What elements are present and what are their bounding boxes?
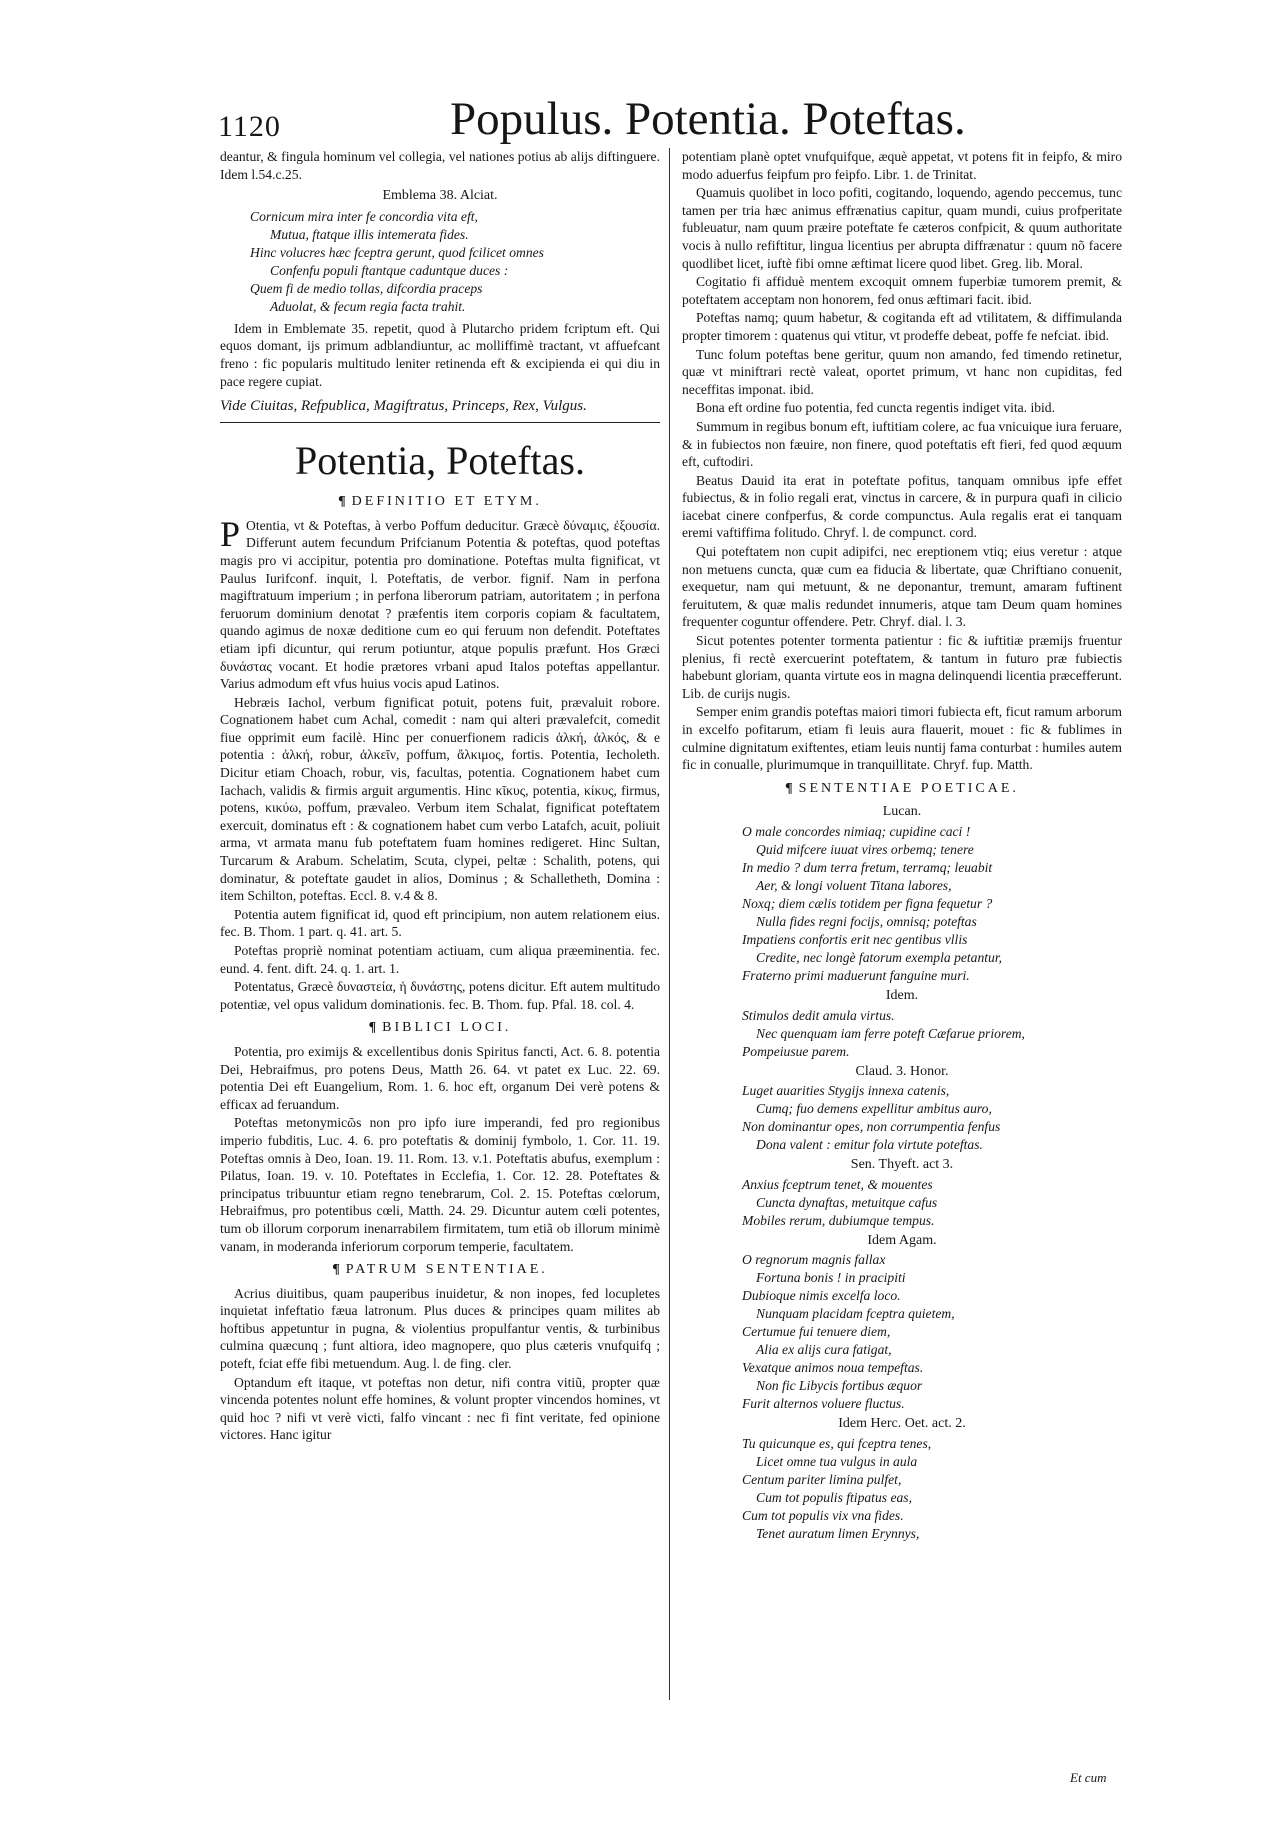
- paragraph: Idem in Emblemate 35. repetit, quod à Plutarcho pridem fcriptum eft. Qui equos domant, ijs primum adblandiuntur, ac molliffimè tractant, vt affuefcant freno : fic popularis multitudo leniter retinenda eft & excipienda ei qui diu in pace regere cupiat.: [220, 320, 660, 389]
- verse-line: O regnorum magnis fallax: [742, 1252, 886, 1268]
- page-number: 1120: [218, 110, 281, 143]
- column-divider: [669, 148, 670, 1700]
- verse-line: Luget auarities Stygijs innexa catenis,: [742, 1083, 950, 1099]
- verse-block: [682, 1435, 1122, 1543]
- poet-name: Idem Herc. Oet. act. 2.: [838, 1416, 966, 1432]
- verse-line: Tenet auratum limen Erynnys,: [756, 1525, 920, 1541]
- page-header: [218, 92, 966, 152]
- verse-line: Cornicum mira inter fe concordia vita eft,: [250, 208, 478, 224]
- running-title: Populus. Potentia. Poteftas.: [450, 93, 966, 145]
- subheading-poeticae: [682, 780, 1122, 798]
- paragraph: Cogitatio fi affiduè mentem excoquit omnem fuperbiæ tumorem premit, & poteftatem acceptam non honorem, fed onus æftimari facit. ibid.: [682, 274, 1122, 307]
- paragraph: Summum in regibus bonum eft, iuftitiam colere, ac fua vnicuique iura feruare, & in fubiectos non fæuire, non finere, quod poteftatis eft fieri, fed quod æquum eft, cuftodiri.: [682, 418, 1122, 470]
- verse-line: Fortuna bonis ! in pracipiti: [756, 1270, 906, 1286]
- verse-block: [220, 208, 660, 316]
- verse-line: Vexatque animos noua tempeftas.: [742, 1360, 924, 1376]
- verse-line: Centum pariter limina pulfet,: [742, 1471, 902, 1487]
- poet-name: Claud. 3. Honor.: [855, 1063, 949, 1079]
- paragraph: Poteftas metonymicῶs non pro ipfo iure imperandi, fed pro regionibus imperio fubditis, Luc. 4. 6. pro poteftatis & dominij fymbolo, 1. Cor. 11. 19. Poteftas omnis à Deo, Ioan. 19. 11. Rom. 13. v.1. Poteftatis abufus, exemplum : Pilatus, Ioan. 19. v. 10. Poteftates in Ecclefia, 1. Cor. 12. 28. Poteftates & principatus tribuuntur etiam regno tenebrarum, Col. 2. 15. Poteftas cœlorum, Hebraifmus, pro potentibus cœli, Matth. 24. 29. Dicuntur autem cœli potentes, tum ob illorum corporum inenarrabilem firmitatem, tum etiã ob illorum minimè vanam, in moderanda inferiorum corporum temperie, facultatem.: [220, 1115, 660, 1254]
- verse-line: In medio ? dum terra fretum, terramq; leuabit: [742, 859, 993, 875]
- paragraph: potentiam planè optet vnufquifque, æquè appetat, vt potens fit in feipfo, & miro modo aduerfus feipfum pro feipfo. Libr. 1. de Trinitat.: [682, 149, 1122, 182]
- left-column: [220, 148, 660, 1818]
- verse-line: Mobiles rerum, dubiumque tempus.: [742, 1212, 935, 1228]
- verse-line: Quem fi de medio tollas, difcordia praceps: [250, 280, 483, 296]
- paragraph: Quamuis quolibet in loco pofiti, cogitando, loquendo, agendo peccemus, tunc tamen per tria hæc animus effrænatius capitur, quam mundi, cuius profperitate fubleuatur, nam quum præire poteftate fe cæteros confpicit, & quum authoritate vocis à nullo refiftitur, lingua licentius per abrupta diffrænatur : quum nõ facere quodlibet licet, iuftè fibi omne æftimat licere quod libet. Greg. lib. Moral.: [682, 185, 1122, 271]
- verse-line: Non fic Libycis fortibus æquor: [756, 1378, 923, 1394]
- verse-line: Confenfu populi ftantque caduntque duces :: [270, 262, 509, 278]
- paragraph: Potentia, pro eximijs & excellentibus donis Spiritus fancti, Act. 6. 8. potentia Dei, Hebraifmus, pro potens Deus, Matth 26. 64. vt patet ex Luc. 22. 69. potentia Dei eft Euangelium, Rom. 1. 6. hoc eft, organum Dei verè potens & efficax ad feruandum.: [220, 1043, 660, 1112]
- paragraph: Tunc folum poteftas bene geritur, quum non amando, fed timendo retinetur, quæ vt miniftrari rectè valeat, oportet primum, vt hanc non cupiditas, fed neceffitas imponat. ibid.: [682, 346, 1122, 397]
- paragraph: Poteftas namq; quum habetur, & cogitanda eft ad vtilitatem, & diffimulanda propter timorem : quatenus qui vtitur, vt prodeffe debeat, poffe fe nefciat. ibid.: [682, 310, 1122, 343]
- verse-line: Stimulos dedit amula virtus.: [742, 1007, 895, 1023]
- verse-line: Alia ex alijs cura fatigat,: [756, 1342, 892, 1358]
- subheading-text: BIBLICI LOCI.: [382, 1020, 512, 1036]
- right-column: [682, 148, 1122, 1818]
- paragraph: Hebræis Iachol, verbum fignificat potuit, potens fuit, prævaluit robore. Cognationem habet cum Achal, comedit : nam qui alteri prævalefcit, comedit fiue opprimit eum facilè. Hinc per conuerfionem radicis ἀλκή, ἀλκός, & e potentia : ἀλκή, robur, ἀλκεῖν, poffum, ἄλκιμος, fortis. Potentia, Iecholeth. Dicitur etiam Choach, robur, vis, facultas, potentia. Cognationem habet cum Iachach, validis & firmis arguit argumentis. Hinc κῖκυς, potentia, κίκυς, firmus, potens, κικύω, poffum, prævaleo. Verbum item Schalat, fignificat poteftatem exercuit, dominatus eft : & cognationem habet cum verbo Latafch, acuit, poliuit arma, vt armata manu fub poteftatem fuam homines redigeret. Hinc Sultan, Turcarum & Arabum. Schelatim, Scuta, clypei, peltæ : Schalith, potens, qui dominatur, & poteftate gaudet in alios, Dominus ; & Schalletheth, Domina : item Schilton, poteftas. Eccl. 8. v.4 & 8.: [220, 694, 660, 904]
- paragraph: Semper enim grandis poteftas maiori timori fubiecta eft, ficut ramum arborum in excelfo pofitarum, etiam fi leuis aura flauerit, mouet : fic & fublimes in culmine dignitatum exiftentes, etiam leuis nuntij fama conturbat : humiles autem fic in conualle, plurimumque in tranquillitate. Chryf. fup. Matth.: [682, 704, 1122, 773]
- verse-line: Cum tot populis ftipatus eas,: [756, 1489, 912, 1505]
- verse-line: Nunquam placidam fceptra quietem,: [756, 1306, 955, 1322]
- poet-name: Sen. Thyeft. act 3.: [850, 1157, 954, 1173]
- verse-block: [682, 1176, 1122, 1230]
- paragraph-text: Otentia, vt & Poteftas, à verbo Poffum deducitur. Græcè δύναμις, ἐξουσία. Differunt autem fecundum Prifcianum Potentia & poteftas, quod poteftas magis pro vi accipitur, potentia pro dominatione. Poteftas multa fignificat, vt Paulus Iurifconf. inquit, l. Poteftatis, de verbor. fignif. Nam in perfona magiftratuum imperium ; in perfona liberorum patriam, autoritatem ; in perfona feruorum dominium denotat ? præfentis item corporis copiam & facultatem, quando agimus de noxæ deditione cum eo qui feruum non defendit. Poteftates etiam ipfi dicuntur, qui rerum potiuntur, atque populis præfunt. Hos Græci δυνάστας vocant. Et hodie prætores vrbani apud Italos poteftas appellantur. Varius admodum eft vfus huius vocis apud Latinos.: [220, 517, 660, 692]
- verse-line: Cuncta dynaftas, metuitque cafus: [756, 1194, 938, 1210]
- verse-line: Impatiens confortis erit nec gentibus vllis: [742, 931, 968, 947]
- verse-line: Aer, & longi voluent Titana labores,: [756, 877, 952, 893]
- catchword: Et cum: [1070, 1770, 1107, 1785]
- verse-line: Dona valent : emitur fola virtute poteftas.: [756, 1137, 983, 1153]
- emblem-heading: Emblema 38. Alciat.: [382, 188, 498, 204]
- pilcrow-icon: ¶: [338, 494, 346, 510]
- verse-line: Nec quenquam iam ferre poteft Cæfarue priorem,: [756, 1025, 1025, 1041]
- verse-line: Cumq; fuo demens expellitur ambitus auro,: [756, 1101, 992, 1117]
- paragraph: Poteftas propriè nominat potentiam actiuam, cum aliqua præeminentia. fec. eund. 4. fent. dift. 24. q. 1. art. 1.: [220, 943, 660, 976]
- verse-line: Aduolat, & fecum regia facta trahit.: [270, 298, 466, 314]
- pilcrow-icon: ¶: [368, 1020, 377, 1036]
- poet-name: Lucan.: [882, 804, 922, 820]
- subheading-text: DEFINITIO ET ETYM.: [351, 494, 542, 510]
- verse-line: Hinc volucres hæc fceptra gerunt, quod fcilicet omnes: [250, 244, 544, 260]
- subheading-biblici: [220, 1019, 660, 1037]
- verse-line: Pompeiusue parem.: [742, 1043, 850, 1059]
- verse-line: Dubioque nimis excelfa loco.: [742, 1288, 901, 1304]
- paragraph: deantur, & fingula hominum vel collegia, vel nationes potius ab alijs diftinguere. Idem l.54.c.25.: [220, 149, 660, 182]
- section-rule: [220, 422, 660, 423]
- verse-line: Non dominantur opes, non corrumpentia fenfus: [742, 1119, 1001, 1135]
- verse-line: Anxius fceptrum tenet, & mouentes: [742, 1176, 933, 1192]
- subheading-text: PATRUM SENTENTIAE.: [345, 1262, 548, 1278]
- drop-cap: P: [220, 513, 241, 554]
- paragraph: Sicut potentes potenter tormenta patientur : fic & iuftitiæ præmijs fruentur plenius, fi rectè exercuerint poteftatem, & tantum in futuro præ fubiectis habebunt gloriam, quanta virtute eos in magna delinquendi licentia præcefferunt. Lib. de curijs nugis.: [682, 633, 1122, 701]
- verse-line: Certumue fui tenuere diem,: [742, 1324, 891, 1340]
- verse-line: Mutua, ftatque illis intemerata fides.: [270, 226, 469, 242]
- verse-line: Credite, nec longè fatorum exempla petantur,: [756, 949, 1003, 965]
- verse-line: O male concordes nimiaq; cupidine caci !: [742, 823, 971, 839]
- verse-line: Fraterno primi maduerunt fanguine muri.: [742, 967, 970, 983]
- paragraph: Beatus Dauid ita erat in poteftate pofitus, tanquam omnibus ipfe effet fubiectus, & in folio regali erat, vinctus in carcere, & in purpura quafi in cilicio iacebat cinere confperfus, & corde compunctus. Aula regalis erat ei tanquam eremi vaftiffima folitudo. Chryf. l. de compunct. cord.: [682, 472, 1122, 541]
- verse-line: Licet omne tua vulgus in aula: [756, 1453, 918, 1469]
- verse-line: Nulla fides regni focijs, omnisq; poteftas: [756, 913, 977, 929]
- cross-reference: Vide Ciuitas, Refpublica, Magiftratus, Princeps, Rex, Vulgus.: [220, 398, 587, 415]
- subheading-definitio: [220, 493, 660, 511]
- verse-line: Furit alternos voluere fluctus.: [742, 1396, 905, 1412]
- pilcrow-icon: ¶: [332, 1262, 340, 1278]
- paragraph: [220, 513, 660, 693]
- subheading-patrum: [220, 1261, 660, 1279]
- poet-name: Idem.: [885, 987, 919, 1003]
- paragraph: Acrius diuitibus, quam pauperibus inuidetur, & non inopes, fed locupletes inquietat infeftatio fæua latronum. Plus duces & principes quam milites ab hoftibus appetuntur in pugna, & violentius propulfantur ventis, & turbinibus culmina quæcunq ; funt altiora, ideo magnopere, quo plus cæteris vnufquifq ; poteft, fciat effe fibi metuendum. Aug. l. de fing. cler.: [220, 1285, 660, 1372]
- section-title: Potentia, Poteftas.: [295, 438, 585, 484]
- paragraph: Qui poteftatem non cupit adipifci, nec ereptionem vtiq; eius veretur : atque non metuens cuncta, quæ cum ea fiducia & libertate, quæ Chriftiano conuenit, exequetur, nam qui metuunt, & ne deponantur, tremunt, amaram fuftinent feruitutem, & quæ malis redundet innumeris, atque tam Deum quam homines frequenter coguntur offendere. Petr. Chryf. dial. l. 3.: [682, 544, 1122, 630]
- verse-block: [682, 1082, 1122, 1154]
- verse-line: Cum tot populis vix vna fides.: [742, 1507, 904, 1523]
- verse-block: [682, 1251, 1122, 1413]
- paragraph: Potentatus, Græcè δυναστεία, ἡ δυνάστης, potens dicitur. Eft autem multitudo potentiæ, vel opus validum dominationis. fec. B. Thom. fup. Pfal. 18. col. 4.: [220, 979, 660, 1012]
- poet-name: Idem Agam.: [867, 1232, 937, 1248]
- verse-line: Noxq; diem cælis totidem per figna fequetur ?: [742, 895, 993, 911]
- verse-line: Tu quicunque es, qui fceptra tenes,: [742, 1435, 932, 1451]
- paragraph: Bona eft ordine fuo potentia, fed cuncta regentis indiget vita. ibid.: [696, 400, 1055, 416]
- verse-line: Quid mifcere iuuat vires orbemq; tenere: [756, 841, 974, 857]
- pilcrow-icon: ¶: [785, 780, 793, 796]
- paragraph: Potentia autem fignificat id, quod eft principium, non autem relationem eius. fec. B. Thom. 1 part. q. 41. art. 5.: [220, 906, 660, 940]
- paragraph: Optandum eft itaque, vt poteftas non detur, nifi contra vitiũ, propter quæ vincenda potentes nolunt effe homines, & volunt propter vincendos homines, vt quid hoc ? nifi vt verè victi, falfo vincant : nec fi fint veritate, fed opinione victores. Hanc igitur: [220, 1374, 660, 1443]
- verse-block: [682, 1007, 1122, 1061]
- verse-block: [682, 823, 1122, 985]
- subheading-text: SENTENTIAE POETICAE.: [798, 780, 1019, 796]
